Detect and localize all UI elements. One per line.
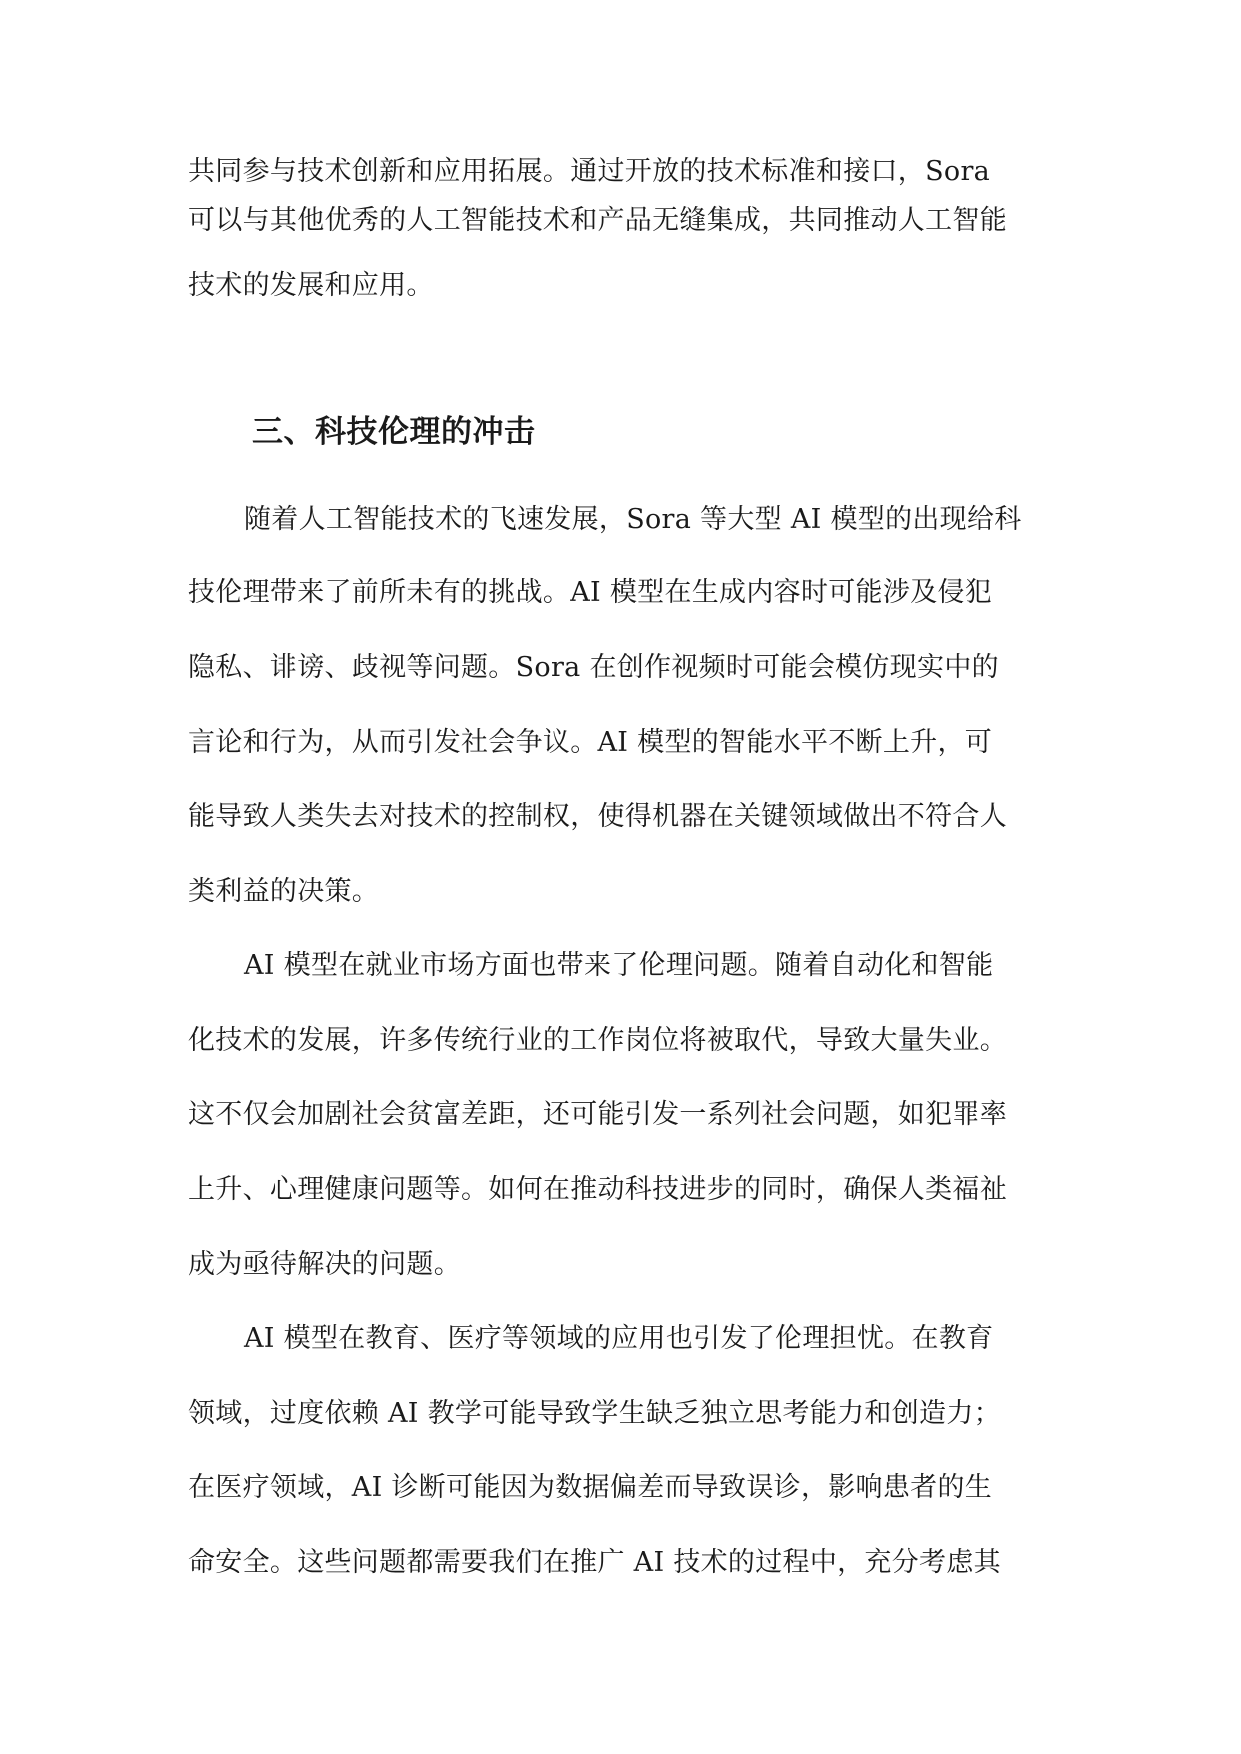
paragraph-line: 类利益的决策。	[188, 876, 380, 907]
paragraph-line: 技术的发展和应用。	[188, 270, 434, 301]
paragraph-line: 上升、心理健康问题等。如何在推动科技进步的同时，确保人类福祉	[188, 1174, 1007, 1205]
paragraph-line: 成为亟待解决的问题。	[188, 1249, 461, 1280]
paragraph-line: 言论和行为，从而引发社会争议。AI 模型的智能水平不断上升，可	[188, 727, 993, 758]
paragraph-line: 隐私、诽谤、歧视等问题。Sora 在创作视频时可能会模仿现实中的	[188, 652, 999, 683]
paragraph-line: 能导致人类失去对技术的控制权，使得机器在关键领域做出不符合人	[188, 801, 1007, 832]
section-heading: 三、科技伦理的冲击	[252, 414, 536, 450]
paragraph-line: 技伦理带来了前所未有的挑战。AI 模型在生成内容时可能涉及侵犯	[188, 577, 993, 608]
paragraph-line: 领域，过度依赖 AI 教学可能导致学生缺乏独立思考能力和创造力；	[188, 1398, 1001, 1429]
paragraph-line: 随着人工智能技术的飞速发展，Sora 等大型 AI 模型的出现给科	[244, 504, 1022, 535]
paragraph-line: 命安全。这些问题都需要我们在推广 AI 技术的过程中，充分考虑其	[188, 1547, 1001, 1578]
paragraph-line: 这不仅会加剧社会贫富差距，还可能引发一系列社会问题，如犯罪率	[188, 1099, 1007, 1130]
paragraph-line: 共同参与技术创新和应用拓展。通过开放的技术标准和接口，Sora	[188, 156, 991, 187]
paragraph-line: AI 模型在教育、医疗等领域的应用也引发了伦理担忧。在教育	[244, 1323, 994, 1354]
paragraph-line: AI 模型在就业市场方面也带来了伦理问题。随着自动化和智能	[244, 950, 994, 981]
paragraph-line: 化技术的发展，许多传统行业的工作岗位将被取代，导致大量失业。	[188, 1025, 1007, 1056]
paragraph-line: 在医疗领域，AI 诊断可能因为数据偏差而导致误诊，影响患者的生	[188, 1472, 993, 1503]
paragraph-line: 可以与其他优秀的人工智能技术和产品无缝集成，共同推动人工智能	[188, 205, 1007, 236]
